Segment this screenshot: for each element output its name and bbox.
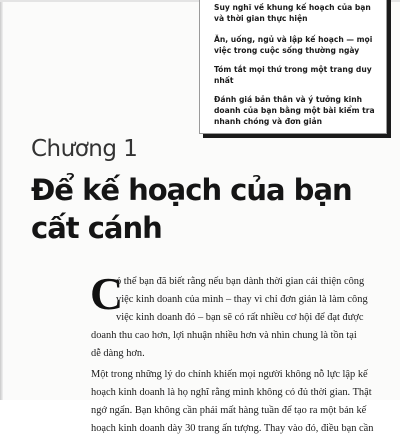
paragraph-line: việc kinh doanh của mình – thay vì chỉ đơn giản là làm công (116, 294, 368, 305)
paragraph-line: ó thể bạn đã biết rằng nếu bạn dành thời gian cải thiện công (116, 276, 365, 287)
paragraph (91, 366, 395, 438)
paragraph-line: ngớ ngẩn. Bạn không cần phải mất hàng tuần để tạo ra một bản kế (91, 405, 367, 416)
chapter-number: Chương 1 (31, 136, 138, 162)
paragraph-line: hoạch kinh doanh là họ nghĩ rằng mình không có đủ thời gian. Thật (91, 387, 372, 398)
summary-item: Tóm tắt mọi thứ trong một trang duy nhất (214, 65, 372, 85)
paragraph (90, 268, 395, 363)
scan-edge-shadow (0, 0, 3, 400)
chapter-title (31, 171, 352, 247)
summary-item: Ăn, uống, ngủ và lập kế hoạch — mọi việc trong cuộc sống thường ngày (214, 35, 373, 55)
summary-item: Đánh giá bản thân và ý tưởng kinh doanh của bạn bằng một bài kiểm tra nhanh chóng và đơn giản (214, 95, 375, 126)
paragraph-line: hoạch kinh doanh dày 30 trang ấn tượng. Thay vào đó, điều bạn cần (91, 423, 374, 434)
summary-item: Suy nghĩ về khung kế hoạch của bạn và thời gian thực hiện (214, 3, 371, 23)
chapter-title-line: Để kế hoạch của bạn (31, 173, 352, 207)
body-text (90, 268, 395, 438)
paragraph-line: Một trong những lý do chính khiến mọi người không nỗ lực lập kế (91, 369, 368, 380)
drop-cap: C (90, 268, 124, 319)
chapter-summary-box (199, 0, 387, 134)
chapter-title-line: cất cánh (31, 211, 162, 245)
paragraph-line: doanh thu cao hơn, lợi nhuận nhiều hơn và nhìn chung là tồn tại (91, 330, 357, 341)
paragraph-line: dễ dàng hơn. (91, 348, 145, 359)
paragraph-line: việc kinh doanh đó – bạn sẽ có rất nhiều cơ hội để đạt được (116, 312, 364, 323)
